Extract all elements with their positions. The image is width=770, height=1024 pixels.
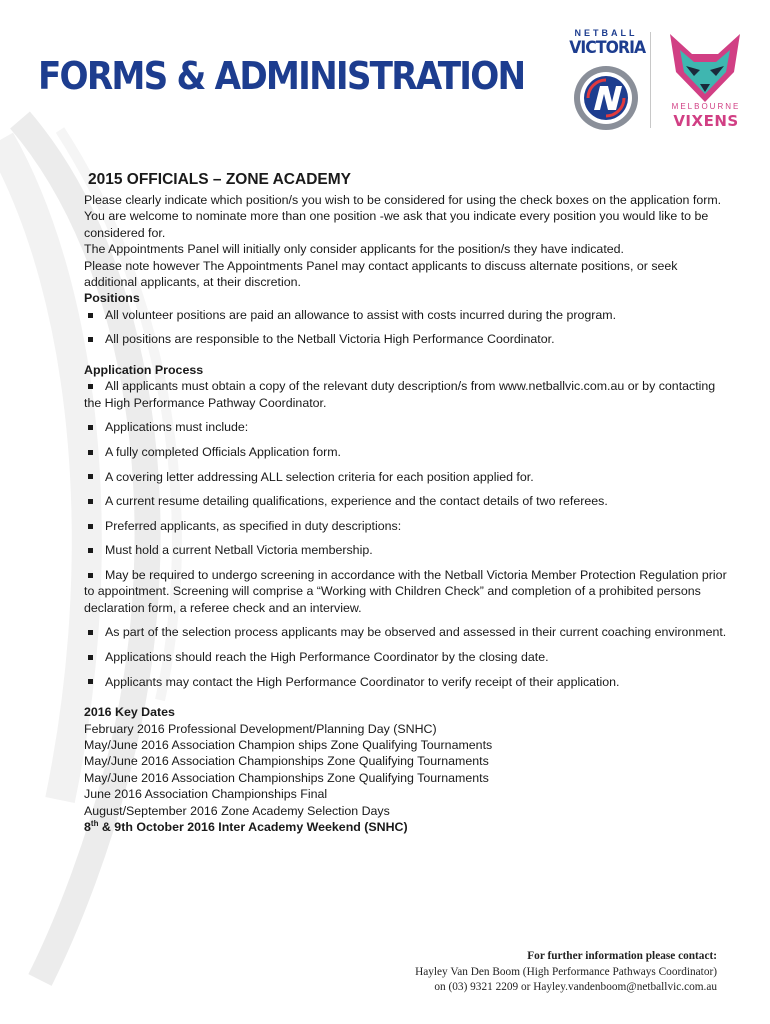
logo-divider [650,32,651,128]
application-process-heading: Application Process [84,363,204,378]
list-item-text: As part of the selection process applicants may be observed and assessed in their current coaching environment. [105,625,727,640]
list-item [84,419,730,435]
key-date-item: May/June 2016 Association Championships Zone Qualifying Tournaments [84,770,489,785]
key-date-item: February 2016 Professional Development/Planning Day (SNHC) [84,721,437,736]
netball-victoria-logo-word: VICTORIA [569,38,646,58]
list-item [84,518,730,534]
square-bullet-icon [88,474,93,479]
intro-paragraph-4: Please note however The Appointments Panel may contact applicants to discuss alternate positions, or seek additional applicants, at their discretion. [84,258,678,290]
intro-paragraph-2: You are welcome to nominate more than one position -we ask that you indicate every position you would like to be considered for. [84,209,709,240]
list-item-text: A fully completed Officials Application form. [105,445,341,460]
melbourne-vixens-logo [656,32,756,132]
list-item-text: All positions are responsible to the Netball Victoria High Performance Coordinator. [105,332,555,347]
list-item [84,444,730,460]
list-item-text: A covering letter addressing ALL selection criteria for each position applied for. [105,469,534,484]
list-item [84,493,730,509]
footer-contact-details: on (03) 9321 2209 or Hayley.vandenboom@netballvic.com.au [434,981,717,993]
page-header [0,0,770,150]
square-bullet-icon [88,524,93,529]
list-item-text: Preferred applicants, as specified in duty descriptions: [105,518,402,533]
key-dates-section [84,704,730,835]
list-item-text: May be required to undergo screening in accordance with the Netball Victoria Member Protection Regulation prior to appointment. Screening will comprise a “Working with Children Check” and completion of a prohibited persons declaration form, a referee check and an interview. [84,568,727,615]
list-item-text: Applicants may contact the High Performance Coordinator to verify receipt of their application. [105,674,620,689]
square-bullet-icon [88,499,93,504]
document-body [84,170,730,835]
square-bullet-icon [88,630,93,635]
list-item [84,649,730,665]
intro-paragraph-1: Please clearly indicate which position/s you wish to be considered for using the check boxes on the application form. [84,193,722,207]
square-bullet-icon [88,313,93,318]
square-bullet-icon [88,384,93,389]
weekend-day: 8 [84,820,91,835]
list-item [84,307,730,323]
list-item [84,567,730,616]
square-bullet-icon [88,573,93,578]
list-item-text: Must hold a current Netball Victoria membership. [105,543,373,558]
key-date-item: May/June 2016 Association Championships Zone Qualifying Tournaments [84,754,489,769]
list-item [84,469,730,485]
vixens-logo-top-text: MELBOURNE [671,102,741,111]
vixens-fox-icon [664,32,746,104]
netball-victoria-logo [566,28,646,136]
list-item-text: A current resume detailing qualifications, experience and the contact details of two referees. [105,494,608,509]
square-bullet-icon [88,425,93,430]
square-bullet-icon [88,450,93,455]
list-item [84,331,730,347]
list-item [84,542,730,558]
weekend-text: & 9th October 2016 Inter Academy Weekend (SNHC) [98,820,408,835]
netball-badge-icon [572,64,640,132]
list-item [84,674,730,690]
key-date-item: August/September 2016 Zone Academy Selection Days [84,803,390,818]
netball-victoria-logo-top-text: NETBALL [574,28,638,38]
list-item-text: All applicants must obtain a copy of the relevant duty description/s from www.netballvic.com.au or by contacting the High Performance Pathway Coordinator. [84,379,716,410]
list-item [84,378,730,411]
weekend-day-suffix: th [90,818,99,828]
document-title: 2015 OFFICIALS – ZONE ACADEMY [88,171,351,188]
intro-paragraph-3: The Appointments Panel will initially only consider applicants for the position/s they have indicated. [84,242,624,257]
square-bullet-icon [88,548,93,553]
key-dates-heading: 2016 Key Dates [84,705,175,720]
footer-heading: For further information please contact: [527,950,717,962]
vixens-logo-word: VIXENS [673,112,739,130]
inter-academy-weekend [84,819,730,835]
contact-footer [415,949,717,996]
list-item [84,624,730,640]
list-item-text: Applications should reach the High Performance Coordinator by the closing date. [105,650,549,664]
page-title: FORMS & ADMINISTRATION [38,54,525,98]
key-date-item: May/June 2016 Association Champion ships Zone Qualifying Tournaments [84,738,493,752]
square-bullet-icon [88,337,93,342]
positions-heading: Positions [84,291,140,306]
list-item-text: All volunteer positions are paid an allowance to assist with costs incurred during the program. [105,307,617,322]
key-date-item: June 2016 Association Championships Final [84,787,328,802]
list-item-text: Applications must include: [105,420,249,435]
footer-contact-name: Hayley Van Den Boom (High Performance Pathways Coordinator) [415,965,717,978]
square-bullet-icon [88,655,93,660]
square-bullet-icon [88,679,93,684]
